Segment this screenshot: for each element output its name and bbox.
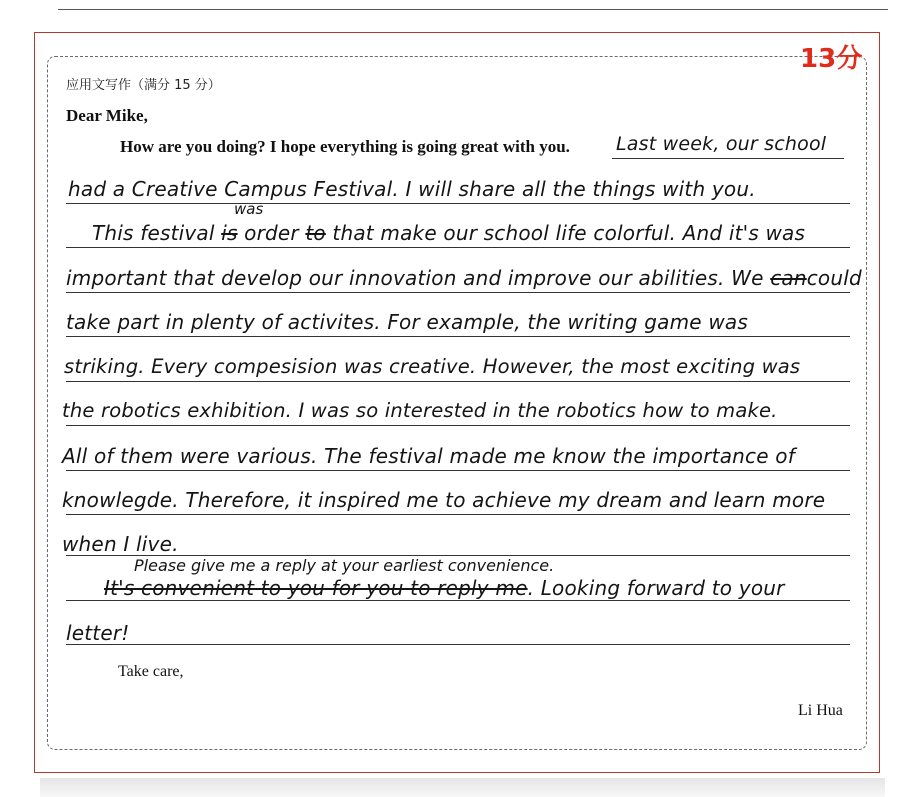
writing-line — [66, 470, 850, 471]
handwriting-text: This festival — [92, 221, 222, 245]
writing-line — [66, 336, 850, 337]
handwriting-line-6: striking. Every compesision was creative. However, the most exciting was — [64, 355, 801, 378]
crossed-out-word: to — [305, 221, 326, 245]
handwriting-line-1-end: Last week, our school — [616, 133, 827, 155]
writing-line — [66, 292, 850, 293]
handwriting-line-7: the robotics exhibition. I was so interested in the robotics how to make. — [62, 399, 778, 422]
handwriting-line-9: knowlegde. Therefore, it inspired me to achieve my dream and learn more — [62, 488, 826, 512]
letter-signature: Li Hua — [798, 702, 843, 719]
top-rule — [58, 9, 888, 10]
handwriting-text: could — [806, 266, 862, 290]
writing-line — [66, 203, 850, 204]
crossed-out-sentence: It's convenient to you for you to reply me — [104, 576, 528, 600]
handwriting-insert-reply: Please give me a reply at your earliest convenience. — [134, 556, 555, 575]
page-bottom-shadow — [40, 778, 885, 797]
writing-line — [66, 600, 850, 601]
section-title: 应用文写作（满分 15 分） — [66, 78, 221, 93]
handwriting-text: order — [237, 221, 306, 245]
handwriting-line-4 — [66, 266, 862, 290]
printed-intro-sentence: How are you doing? I hope everything is going great with you. — [120, 137, 570, 156]
handwriting-insert-was: was — [234, 200, 264, 218]
crossed-out-word: is — [221, 221, 238, 245]
handwriting-line-10: when I live. — [62, 532, 179, 556]
crossed-out-word: can — [770, 266, 807, 290]
handwriting-text: important that develop our innovation and improve our abilities. We — [66, 266, 771, 290]
writing-line — [66, 381, 850, 382]
writing-line — [66, 425, 850, 426]
score-mark: 13分 — [800, 44, 863, 74]
handwriting-line-5: take part in plenty of activites. For example, the writing game was — [66, 310, 748, 334]
handwriting-line-2: had a Creative Campus Festival. I will share all the things with you. — [68, 177, 756, 201]
writing-line — [66, 247, 850, 248]
handwriting-line-12: letter! — [66, 621, 130, 645]
handwriting-text: . Looking forward to your — [527, 576, 785, 600]
writing-line — [612, 158, 844, 159]
handwriting-line-3 — [92, 221, 805, 245]
handwriting-line-8: All of them were various. The festival made me know the importance of — [62, 444, 795, 468]
letter-closing: Take care, — [118, 663, 184, 680]
letter-greeting: Dear Mike, — [66, 106, 148, 125]
handwriting-text: that make our school life colorful. And it's was — [325, 221, 806, 245]
writing-line — [66, 644, 850, 645]
handwriting-line-11 — [104, 576, 785, 600]
writing-line — [66, 514, 850, 515]
